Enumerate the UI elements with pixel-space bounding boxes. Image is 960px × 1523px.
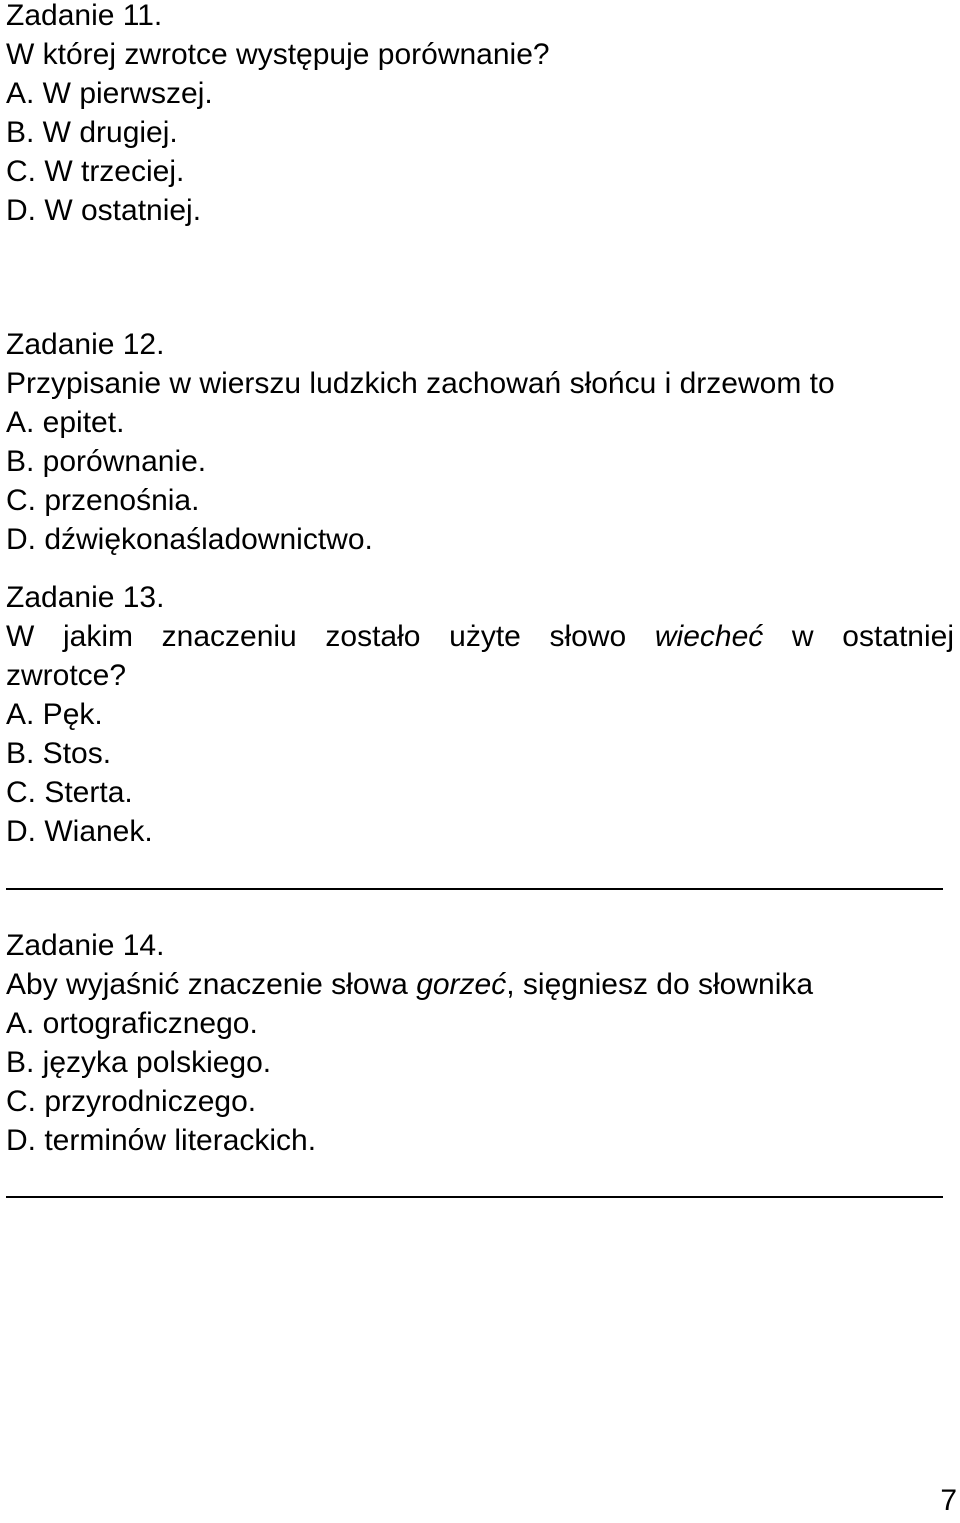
question-text: W jakim znaczeniu zostało użyte słowo — [6, 620, 655, 653]
answer-option-d: D. Wianek. — [6, 815, 153, 848]
answer-option-d: D. W ostatniej. — [6, 194, 202, 227]
answer-option-b: B. porównanie. — [6, 445, 207, 478]
answer-option-a: A. epitet. — [6, 406, 125, 439]
answer-option-c: C. przenośnia. — [6, 484, 200, 517]
task-title: Zadanie 13. — [6, 581, 165, 614]
answer-option-b: B. Stos. — [6, 737, 112, 770]
task-question-continuation: zwrotce? — [6, 659, 127, 692]
answer-option-b: B. języka polskiego. — [6, 1046, 272, 1079]
divider-line — [6, 1196, 943, 1198]
task-title: Zadanie 14. — [6, 929, 165, 962]
answer-option-a: A. W pierwszej. — [6, 77, 213, 110]
page-number: 7 — [940, 1484, 957, 1517]
task-12 — [6, 325, 835, 559]
question-text: Aby wyjaśnić znaczenie słowa — [6, 968, 417, 1001]
task-title: Zadanie 12. — [6, 328, 165, 361]
task-14 — [6, 926, 813, 1160]
task-question: Przypisanie w wierszu ludzkich zachowań słońcu i drzewom to — [6, 367, 835, 400]
task-11 — [6, 0, 550, 230]
question-text-end: w ostatniej — [763, 620, 955, 653]
task-13 — [6, 578, 954, 851]
answer-option-c: C. W trzeciej. — [6, 155, 185, 188]
task-question — [6, 617, 954, 656]
task-title: Zadanie 11. — [6, 0, 163, 32]
task-question — [6, 965, 813, 1004]
answer-option-d: D. terminów literackich. — [6, 1124, 317, 1157]
answer-option-c: C. Sterta. — [6, 776, 133, 809]
answer-option-c: C. przyrodniczego. — [6, 1085, 257, 1118]
answer-option-b: B. W drugiej. — [6, 116, 178, 149]
answer-option-a: A. Pęk. — [6, 698, 103, 731]
task-question: W której zwrotce występuje porównanie? — [6, 38, 550, 71]
question-keyword: wiecheć — [654, 620, 764, 653]
question-keyword: gorzeć — [416, 968, 507, 1001]
answer-option-a: A. ortograficznego. — [6, 1007, 258, 1040]
answer-option-d: D. dźwiękonaśladownictwo. — [6, 523, 373, 556]
question-text-end: , sięgniesz do słownika — [506, 968, 814, 1001]
divider-line — [6, 888, 943, 890]
